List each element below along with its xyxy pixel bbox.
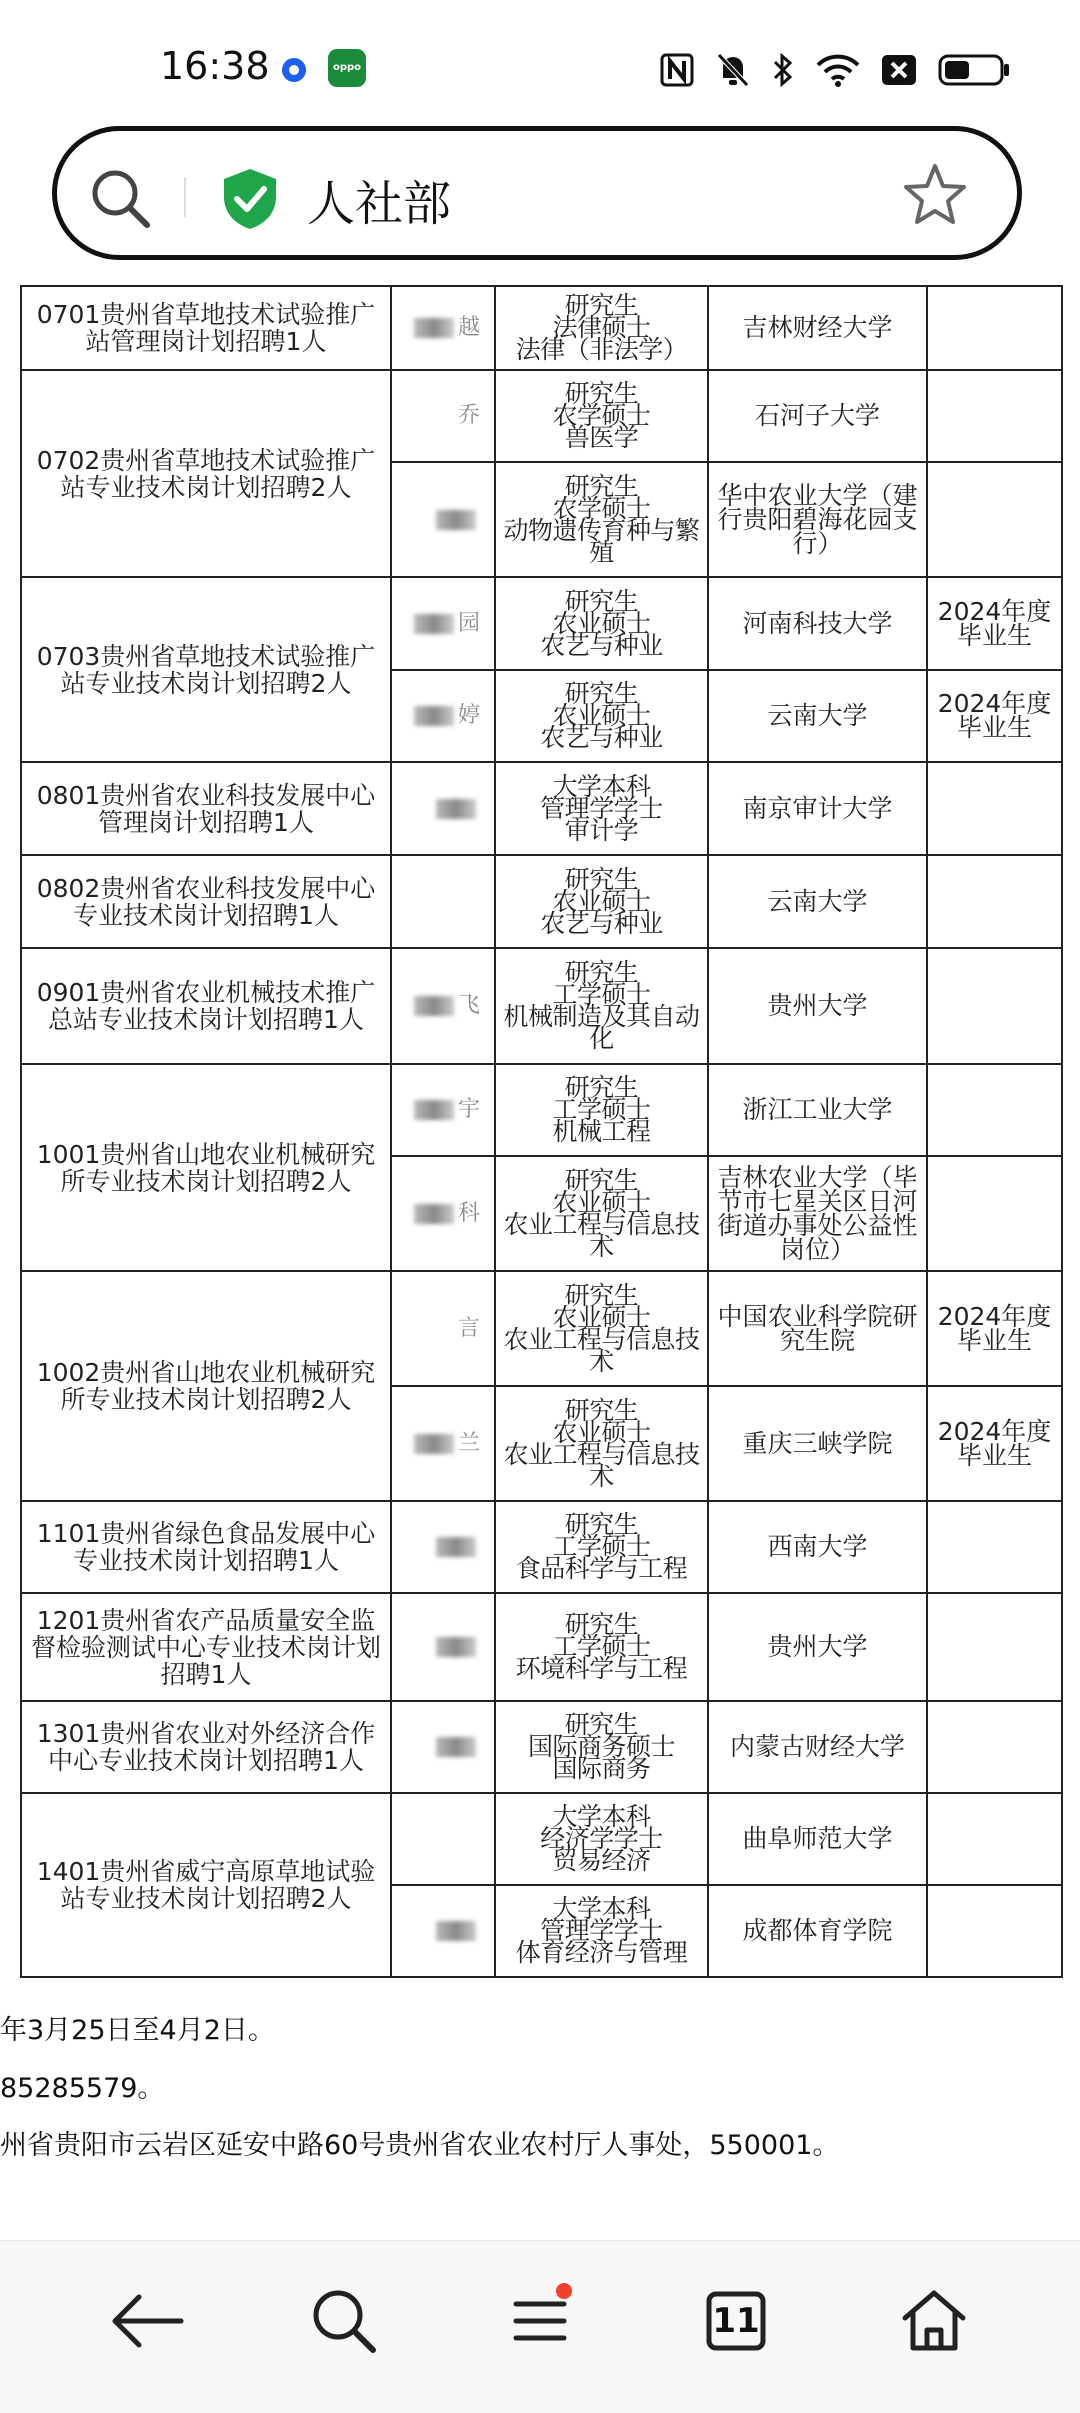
contact-phone-text: 85285579。 xyxy=(0,2073,165,2104)
search-icon xyxy=(309,2286,379,2356)
menu-icon xyxy=(512,2296,568,2346)
education-cell: 研究生 农学硕士 动物遗传育种与繁殖 xyxy=(495,462,708,577)
status-clock: 16:38 xyxy=(160,44,270,88)
position-cell: 0702贵州省草地技术试验推广站专业技术岗计划招聘2人 xyxy=(21,370,391,577)
note-cell xyxy=(927,370,1062,462)
address-bar-divider xyxy=(184,177,186,217)
position-cell: 1101贵州省绿色食品发展中心专业技术岗计划招聘1人 xyxy=(21,1501,391,1593)
mute-icon xyxy=(716,52,750,88)
education-cell: 研究生 农业硕士 农业工程与信息技术 xyxy=(495,1156,708,1271)
tabs-button[interactable] xyxy=(686,2271,786,2371)
blue-circle-app-icon xyxy=(282,58,306,82)
mailing-address-text: 州省贵阳市云岩区延安中路60号贵州省农业农村厅人事处，550001。 xyxy=(0,2130,840,2161)
table-row xyxy=(21,286,1062,370)
note-cell xyxy=(927,948,1062,1064)
school-cell: 河南科技大学 xyxy=(708,577,927,670)
note-cell xyxy=(927,762,1062,855)
name-cell: 越 xyxy=(391,286,495,370)
school-cell: 中国农业科学院研究生院 xyxy=(708,1271,927,1386)
position-cell: 1401贵州省威宁高原草地试验站专业技术岗计划招聘2人 xyxy=(21,1793,391,1977)
school-cell: 内蒙古财经大学 xyxy=(708,1701,927,1793)
position-cell: 1002贵州省山地农业机械研究所专业技术岗计划招聘2人 xyxy=(21,1271,391,1501)
name-cell: 兰 xyxy=(391,1386,495,1501)
note-cell xyxy=(927,1593,1062,1701)
note-cell: 2024年度毕业生 xyxy=(927,1271,1062,1386)
table-row xyxy=(21,1701,1062,1793)
address-bar[interactable] xyxy=(52,126,1022,260)
back-button[interactable] xyxy=(97,2271,197,2371)
education-cell: 研究生 国际商务硕士 国际商务 xyxy=(495,1701,708,1793)
home-button[interactable] xyxy=(884,2271,984,2371)
education-cell: 研究生 农业硕士 农艺与种业 xyxy=(495,577,708,670)
position-cell: 0901贵州省农业机械技术推广总站专业技术岗计划招聘1人 xyxy=(21,948,391,1064)
education-cell: 研究生 工学硕士 机械制造及其自动化 xyxy=(495,948,708,1064)
name-cell: 宇 xyxy=(391,1064,495,1156)
table-row xyxy=(21,1501,1062,1593)
wifi-icon xyxy=(816,53,860,87)
education-cell: 大学本科 管理学学士 审计学 xyxy=(495,762,708,855)
registration-period-text: 年3月25日至4月2日。 xyxy=(0,2015,275,2046)
name-cell xyxy=(391,1885,495,1977)
education-cell: 研究生 农业硕士 农艺与种业 xyxy=(495,670,708,762)
table-row xyxy=(21,1064,1062,1156)
table-row xyxy=(21,762,1062,855)
education-cell: 研究生 工学硕士 机械工程 xyxy=(495,1064,708,1156)
note-cell xyxy=(927,1793,1062,1885)
education-cell: 研究生 工学硕士 食品科学与工程 xyxy=(495,1501,708,1593)
name-cell: 科 xyxy=(391,1156,495,1271)
table-row xyxy=(21,855,1062,948)
position-cell: 1201贵州省农产品质量安全监督检验测试中心专业技术岗计划招聘1人 xyxy=(21,1593,391,1701)
name-cell xyxy=(391,855,495,948)
note-cell xyxy=(927,1064,1062,1156)
note-cell xyxy=(927,855,1062,948)
status-bar xyxy=(0,0,1080,120)
position-cell: 1001贵州省山地农业机械研究所专业技术岗计划招聘2人 xyxy=(21,1064,391,1271)
name-cell: 婷 xyxy=(391,670,495,762)
table-row xyxy=(21,577,1062,670)
nfc-icon xyxy=(660,53,694,87)
name-cell: 言 xyxy=(391,1271,495,1386)
school-cell: 成都体育学院 xyxy=(708,1885,927,1977)
note-cell: 2024年度毕业生 xyxy=(927,577,1062,670)
school-cell: 贵州大学 xyxy=(708,1593,927,1701)
education-cell: 研究生 法律硕士 法律（非法学） xyxy=(495,286,708,370)
table-row xyxy=(21,1793,1062,1885)
education-cell: 研究生 农业硕士 农业工程与信息技术 xyxy=(495,1271,708,1386)
education-cell: 研究生 农业硕士 农业工程与信息技术 xyxy=(495,1386,708,1501)
recruitment-table xyxy=(20,285,1061,1978)
school-cell: 云南大学 xyxy=(708,855,927,948)
note-cell xyxy=(927,462,1062,577)
name-cell: 园 xyxy=(391,577,495,670)
name-cell xyxy=(391,1501,495,1593)
education-cell: 大学本科 管理学学士 体育经济与管理 xyxy=(495,1885,708,1977)
oppo-app-icon: oppo xyxy=(328,49,366,87)
home-icon xyxy=(899,2288,969,2354)
school-cell: 曲阜师范大学 xyxy=(708,1793,927,1885)
position-cell: 0703贵州省草地技术试验推广站专业技术岗计划招聘2人 xyxy=(21,577,391,762)
star-icon[interactable] xyxy=(901,161,969,229)
tab-count: 11 xyxy=(712,2301,760,2341)
position-cell: 0801贵州省农业科技发展中心管理岗计划招聘1人 xyxy=(21,762,391,855)
name-cell: 飞 xyxy=(391,948,495,1064)
name-cell xyxy=(391,762,495,855)
menu-button[interactable] xyxy=(490,2271,590,2371)
bluetooth-icon xyxy=(772,52,794,88)
school-cell: 贵州大学 xyxy=(708,948,927,1064)
note-cell: 2024年度毕业生 xyxy=(927,670,1062,762)
note-cell xyxy=(927,1501,1062,1593)
notification-dot xyxy=(556,2283,572,2299)
bottom-navigation xyxy=(0,2240,1080,2413)
school-cell: 西南大学 xyxy=(708,1501,927,1593)
school-cell: 石河子大学 xyxy=(708,370,927,462)
school-cell: 吉林财经大学 xyxy=(708,286,927,370)
school-cell: 重庆三峡学院 xyxy=(708,1386,927,1501)
education-cell: 研究生 工学硕士 环境科学与工程 xyxy=(495,1593,708,1701)
school-cell: 吉林农业大学（毕节市七星关区日河街道办事处公益性岗位） xyxy=(708,1156,927,1271)
name-cell xyxy=(391,1793,495,1885)
position-cell: 1301贵州省农业对外经济合作中心专业技术岗计划招聘1人 xyxy=(21,1701,391,1793)
note-cell xyxy=(927,286,1062,370)
position-cell: 0701贵州省草地技术试验推广站管理岗计划招聘1人 xyxy=(21,286,391,370)
shield-check-icon[interactable] xyxy=(220,167,280,231)
education-cell: 大学本科 经济学学士 贸易经济 xyxy=(495,1793,708,1885)
table-row xyxy=(21,948,1062,1064)
school-cell: 华中农业大学（建行贵阳碧海花园支行） xyxy=(708,462,927,577)
name-cell xyxy=(391,462,495,577)
table-row xyxy=(21,370,1062,462)
no-sim-icon xyxy=(882,55,916,85)
table-row xyxy=(21,1271,1062,1386)
table-row xyxy=(21,1593,1062,1701)
battery-icon xyxy=(938,54,1010,86)
note-cell xyxy=(927,1156,1062,1271)
note-cell xyxy=(927,1701,1062,1793)
search-icon[interactable] xyxy=(87,165,153,231)
position-cell: 0802贵州省农业科技发展中心专业技术岗计划招聘1人 xyxy=(21,855,391,948)
school-cell: 浙江工业大学 xyxy=(708,1064,927,1156)
education-cell: 研究生 农业硕士 农艺与种业 xyxy=(495,855,708,948)
name-cell xyxy=(391,1701,495,1793)
school-cell: 南京审计大学 xyxy=(708,762,927,855)
name-cell: 乔 xyxy=(391,370,495,462)
note-cell xyxy=(927,1885,1062,1977)
education-cell: 研究生 农学硕士 兽医学 xyxy=(495,370,708,462)
search-button[interactable] xyxy=(294,2271,394,2371)
page-title[interactable]: 人社部 xyxy=(307,176,452,232)
back-arrow-icon xyxy=(109,2291,185,2351)
note-cell: 2024年度毕业生 xyxy=(927,1386,1062,1501)
school-cell: 云南大学 xyxy=(708,670,927,762)
name-cell xyxy=(391,1593,495,1701)
